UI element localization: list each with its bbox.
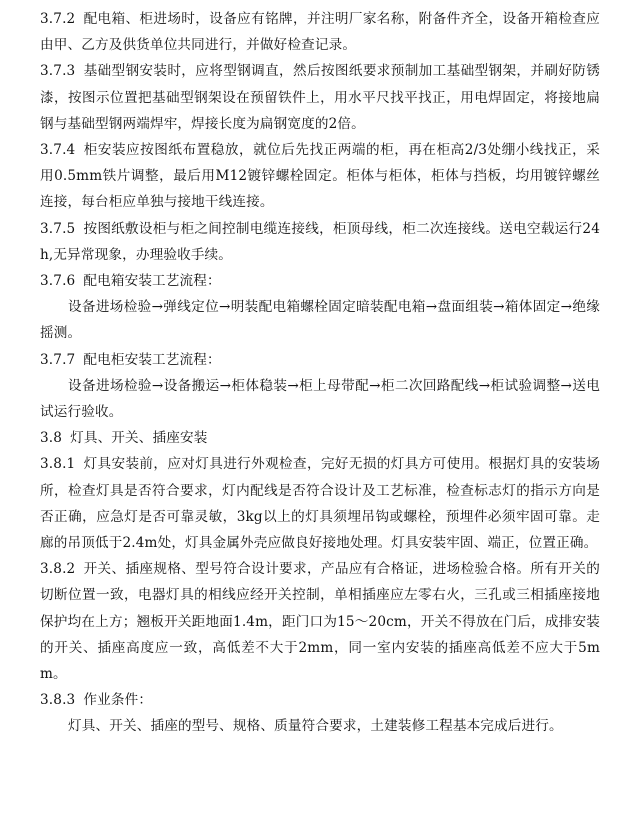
paragraph-text: 灯具、开关、插座的型号、规格、质量符合要求，土建装修工程基本完成后进行。 — [68, 718, 563, 735]
paragraph-3-7-2 — [40, 6, 600, 58]
paragraph-3-8-2 — [40, 556, 600, 687]
paragraph-flow-cabinet — [40, 373, 600, 425]
section-number: 3.8 — [40, 430, 63, 447]
paragraph-3-7-7 — [40, 347, 600, 373]
section-number: 3.7.6 — [40, 273, 76, 290]
paragraph-text: 配电箱安装工艺流程： — [83, 273, 221, 290]
document-page — [40, 6, 600, 740]
paragraph-text: 配电柜安装工艺流程： — [83, 351, 221, 368]
paragraph-text: 柜安装应按图纸布置稳放，就位后先找正两端的柜，再在柜高2/3处绷小线找正，采用0.5mm铁片调整，最后用M12镀锌螺栓固定。柜体与柜体，柜体与挡板，均用镀锌螺丝连接，每台柜应单独与接地干线连接。 — [40, 142, 600, 211]
paragraph-text: 灯具安装前，应对灯具进行外观检查，完好无损的灯具方可使用。根据灯具的安装场所，检查灯具是否符合要求，灯内配线是否符合设计及工艺标准，检查标志灯的指示方向是否正确，应急灯是否可靠灵敏，3kg以上的灯具须埋吊钩或螺栓，预埋件必须牢固可靠。走廊的吊顶低于2.4m处，灯具金属外壳应做良好接地处理。灯具安装牢固、端正，位置正确。 — [40, 456, 600, 552]
section-number: 3.7.3 — [40, 63, 76, 80]
section-heading: 灯具、开关、插座安装 — [70, 430, 208, 447]
paragraph-3-7-5 — [40, 216, 600, 268]
section-number: 3.7.5 — [40, 220, 76, 237]
paragraph-text: 作业条件： — [83, 692, 153, 709]
paragraph-3-8-3 — [40, 687, 600, 713]
section-number: 3.8.3 — [40, 692, 76, 709]
paragraph-text: 配电箱、柜进场时，设备应有铭牌，并注明厂家名称，附备件齐全，设备开箱检查应由甲、乙方及供货单位共同进行，并做好检查记录。 — [40, 11, 600, 54]
section-number: 3.8.2 — [40, 561, 76, 578]
section-number: 3.7.7 — [40, 351, 76, 368]
paragraph-text: 基础型钢安装时，应将型钢调直，然后按图纸要求预制加工基础型钢架，并刷好防锈漆，按图示位置把基础型钢架设在预留铁件上，用水平尺找平找正，用电焊固定，将接地扁钢与基础型钢两端焊牢，焊接长度为扁钢宽度的2倍。 — [40, 63, 600, 132]
paragraph-3-7-6 — [40, 268, 600, 294]
section-number: 3.7.2 — [40, 11, 76, 27]
section-number: 3.8.1 — [40, 456, 76, 473]
paragraph-3-7-3 — [40, 58, 600, 137]
paragraph-work-conditions — [40, 713, 600, 739]
paragraph-text: 开关、插座规格、型号符合设计要求，产品应有合格证，进场检验合格。所有开关的切断位置一致，电器灯具的相线应经开关控制，单相插座应左零右火，三孔或三相插座接地保护均在上方；翘板开关距地面1.4m，距门口为15～20cm，开关不得放在门后，成排安装的开关、插座高度应一致，高低差不大于2mm，同一室内安装的插座高低差不应大于5mm。 — [40, 561, 600, 683]
paragraph-3-8-1 — [40, 451, 600, 556]
paragraph-flow-box — [40, 294, 600, 346]
paragraph-text: 按图纸敷设柜与柜之间控制电缆连接线，柜顶母线，柜二次连接线。送电空载运行24h,无异常现象，办理验收手续。 — [40, 220, 600, 263]
paragraph-text: 设备进场检验→设备搬运→柜体稳装→柜上母带配→柜二次回路配线→柜试验调整→送电试运行验收。 — [40, 377, 600, 421]
section-heading-3-8 — [40, 425, 600, 451]
paragraph-3-7-4 — [40, 137, 600, 216]
section-number: 3.7.4 — [40, 142, 76, 159]
paragraph-text: 设备进场检验→弹线定位→明装配电箱螺栓固定暗装配电箱→盘面组装→箱体固定→绝缘摇测。 — [40, 299, 600, 342]
